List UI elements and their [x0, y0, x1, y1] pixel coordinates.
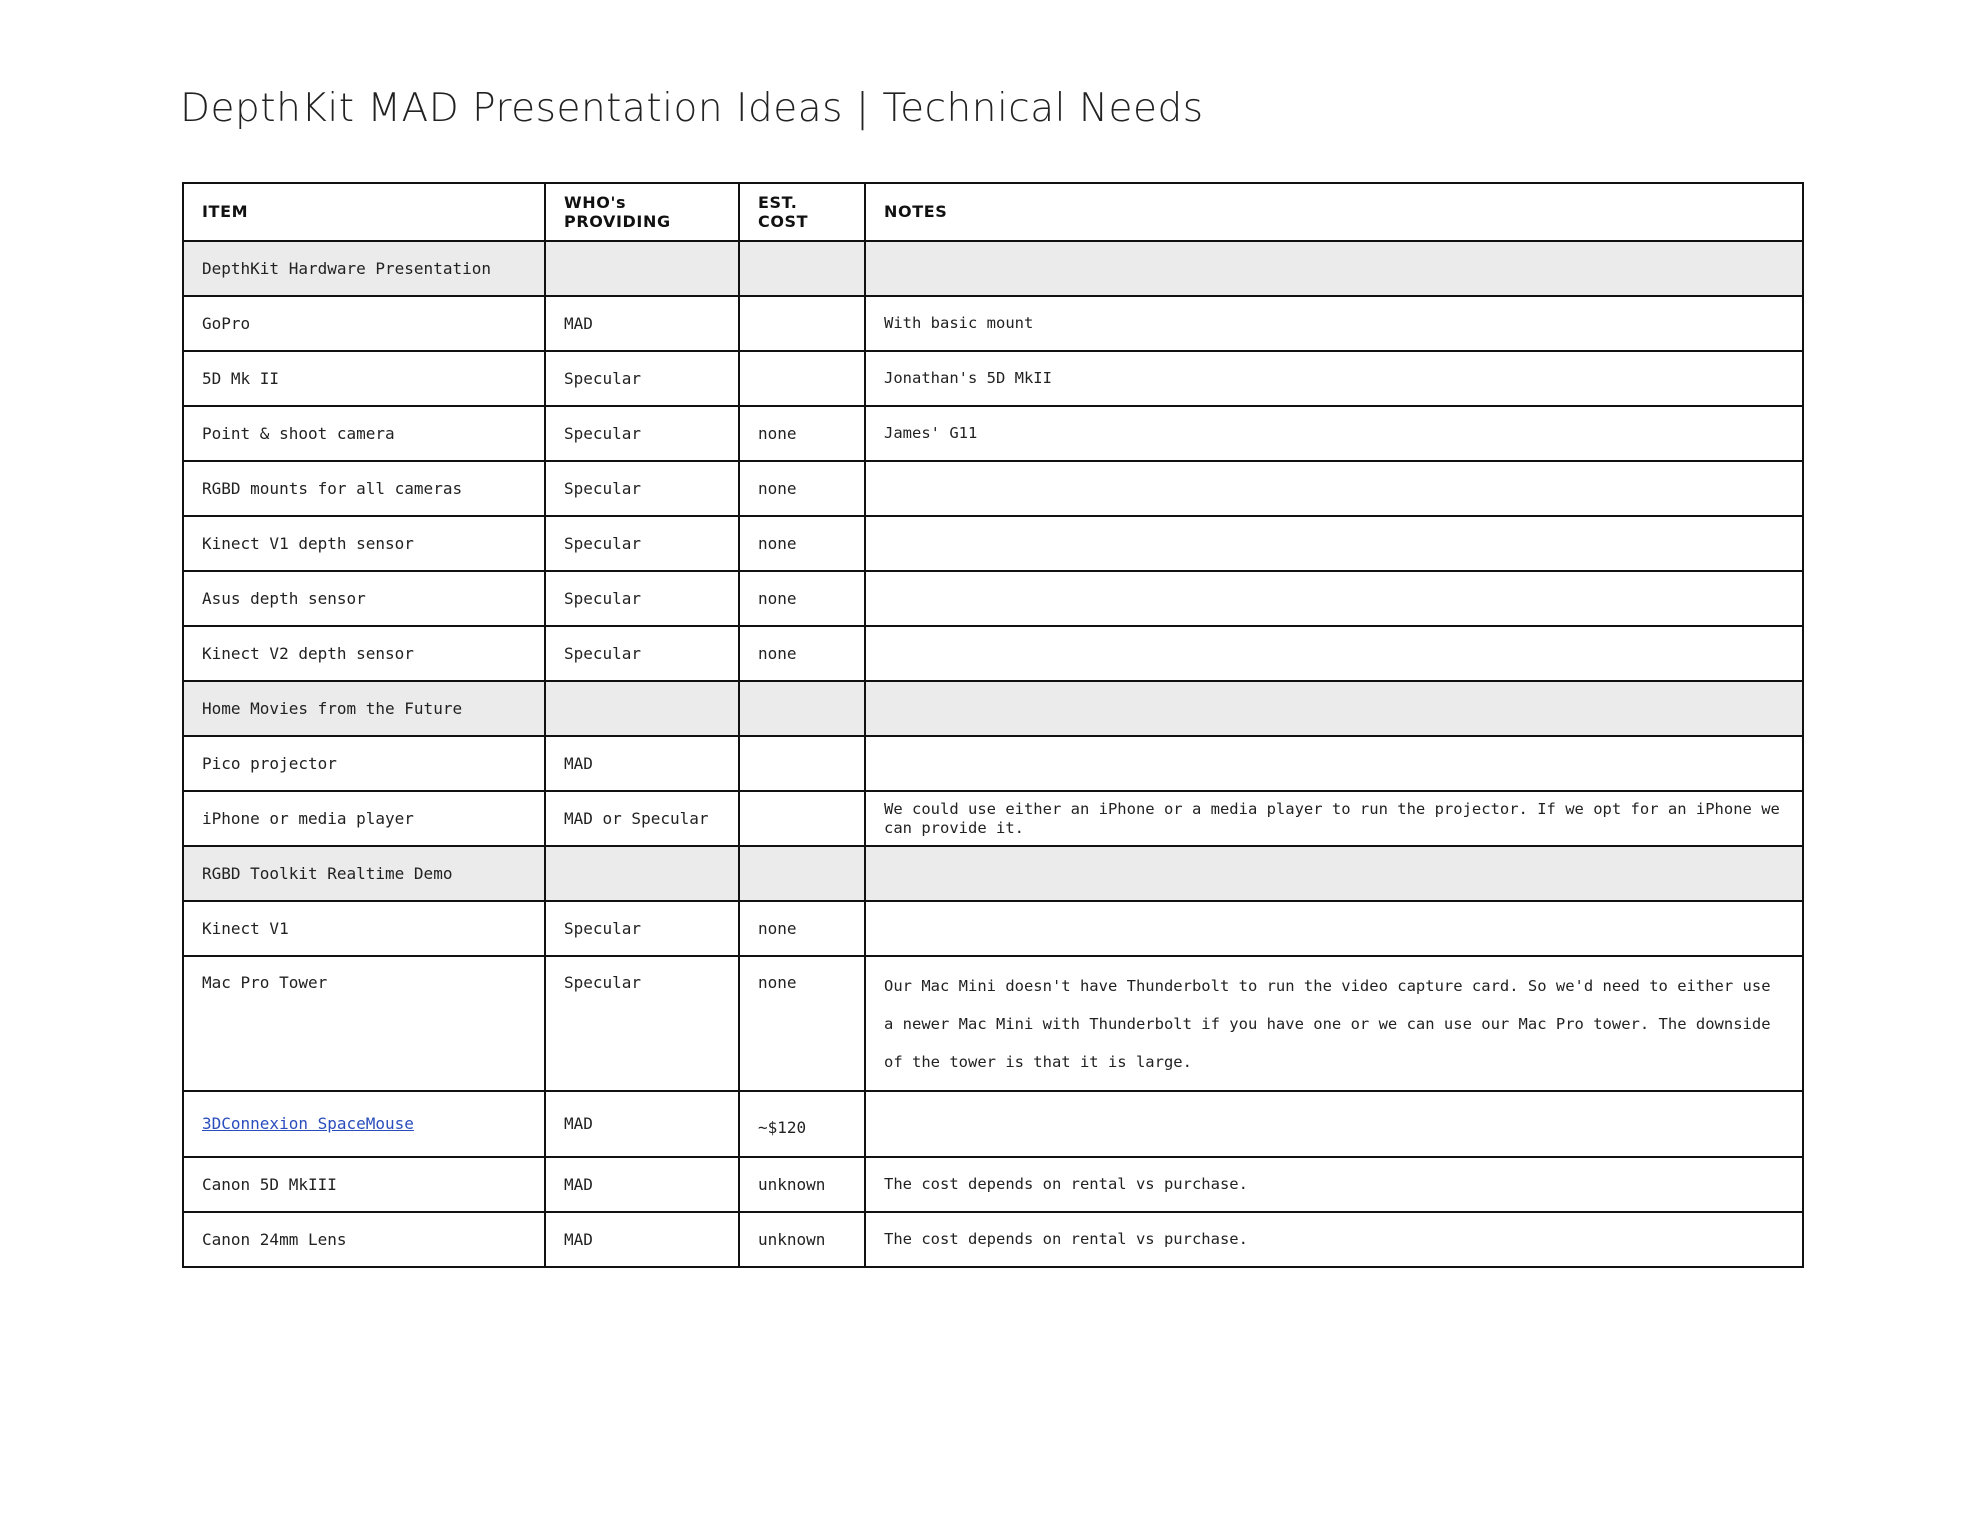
- cost-cell: [739, 241, 865, 296]
- cost-cell: unknown: [739, 1212, 865, 1267]
- item-cell: GoPro: [183, 296, 545, 351]
- who-cell: Specular: [545, 516, 739, 571]
- cost-cell: none: [739, 571, 865, 626]
- item-cell: Kinect V1: [183, 901, 545, 956]
- item-cell: [183, 1091, 545, 1157]
- notes-cell: [865, 516, 1803, 571]
- table-row: [183, 736, 1803, 791]
- notes-cell: [865, 626, 1803, 681]
- notes-cell: The cost depends on rental vs purchase.: [865, 1212, 1803, 1267]
- item-cell: Canon 5D MkIII: [183, 1157, 545, 1212]
- notes-cell: Our Mac Mini doesn't have Thunderbolt to run the video capture card. So we'd need to either use a newer Mac Mini with Thunderbolt if you have one or we can use our Mac Pro tower. The downside of the tower is that it is large.: [865, 956, 1803, 1091]
- notes-cell: [865, 681, 1803, 736]
- table-row: [183, 791, 1803, 846]
- table-row: [183, 1091, 1803, 1157]
- cost-cell: none: [739, 901, 865, 956]
- who-cell: Specular: [545, 901, 739, 956]
- cost-cell: none: [739, 406, 865, 461]
- who-cell: Specular: [545, 461, 739, 516]
- cost-cell: none: [739, 626, 865, 681]
- who-cell: [545, 846, 739, 901]
- page-title: DepthKit MAD Presentation Ideas | Technical Needs: [180, 86, 1204, 131]
- who-cell: Specular: [545, 956, 739, 1091]
- cost-cell: [739, 351, 865, 406]
- table-row: [183, 901, 1803, 956]
- item-cell: Home Movies from the Future: [183, 681, 545, 736]
- item-cell: Mac Pro Tower: [183, 956, 545, 1091]
- table-row: [183, 406, 1803, 461]
- notes-cell: [865, 461, 1803, 516]
- who-cell: [545, 681, 739, 736]
- who-cell: Specular: [545, 571, 739, 626]
- who-cell: MAD or Specular: [545, 791, 739, 846]
- table-row: [183, 956, 1803, 1091]
- notes-cell: We could use either an iPhone or a media player to run the projector. If we opt for an iPhone we can provide it.: [865, 791, 1803, 846]
- item-cell: RGBD Toolkit Realtime Demo: [183, 846, 545, 901]
- table-row: [183, 571, 1803, 626]
- item-cell: Canon 24mm Lens: [183, 1212, 545, 1267]
- notes-cell: Jonathan's 5D MkII: [865, 351, 1803, 406]
- header-notes: NOTES: [865, 183, 1803, 241]
- item-cell: Kinect V2 depth sensor: [183, 626, 545, 681]
- notes-cell: [865, 901, 1803, 956]
- section-row: [183, 846, 1803, 901]
- table-row: [183, 296, 1803, 351]
- notes-cell: [865, 846, 1803, 901]
- who-cell: [545, 241, 739, 296]
- notes-cell: The cost depends on rental vs purchase.: [865, 1157, 1803, 1212]
- who-cell: MAD: [545, 296, 739, 351]
- cost-cell: [739, 846, 865, 901]
- cost-cell: [739, 791, 865, 846]
- section-row: [183, 681, 1803, 736]
- spacemouse-link[interactable]: 3DConnexion SpaceMouse: [202, 1114, 414, 1134]
- header-item: ITEM: [183, 183, 545, 241]
- who-cell: Specular: [545, 351, 739, 406]
- notes-cell: [865, 241, 1803, 296]
- cost-cell: [739, 736, 865, 791]
- item-cell: RGBD mounts for all cameras: [183, 461, 545, 516]
- item-cell: Kinect V1 depth sensor: [183, 516, 545, 571]
- technical-needs-table: [182, 182, 1804, 1268]
- cost-cell: ~$120: [739, 1091, 865, 1157]
- notes-cell: [865, 1091, 1803, 1157]
- who-cell: Specular: [545, 406, 739, 461]
- table-row: [183, 351, 1803, 406]
- table-row: [183, 1212, 1803, 1267]
- header-est-cost: EST. COST: [739, 183, 865, 241]
- who-cell: MAD: [545, 736, 739, 791]
- cost-cell: none: [739, 516, 865, 571]
- who-cell: MAD: [545, 1091, 739, 1157]
- notes-cell: With basic mount: [865, 296, 1803, 351]
- cost-cell: none: [739, 956, 865, 1091]
- cost-cell: none: [739, 461, 865, 516]
- notes-cell: [865, 571, 1803, 626]
- item-cell: Asus depth sensor: [183, 571, 545, 626]
- cost-cell: [739, 681, 865, 736]
- item-cell: Point & shoot camera: [183, 406, 545, 461]
- notes-cell: James' G11: [865, 406, 1803, 461]
- who-cell: MAD: [545, 1212, 739, 1267]
- notes-cell: [865, 736, 1803, 791]
- item-cell: DepthKit Hardware Presentation: [183, 241, 545, 296]
- table-row: [183, 626, 1803, 681]
- cost-cell: [739, 296, 865, 351]
- header-who-providing: WHO's PROVIDING: [545, 183, 739, 241]
- cost-cell: unknown: [739, 1157, 865, 1212]
- who-cell: MAD: [545, 1157, 739, 1212]
- item-cell: Pico projector: [183, 736, 545, 791]
- item-cell: iPhone or media player: [183, 791, 545, 846]
- section-row: [183, 241, 1803, 296]
- who-cell: Specular: [545, 626, 739, 681]
- item-cell: 5D Mk II: [183, 351, 545, 406]
- table-row: [183, 1157, 1803, 1212]
- table-row: [183, 461, 1803, 516]
- table-header-row: [183, 183, 1803, 241]
- table-row: [183, 516, 1803, 571]
